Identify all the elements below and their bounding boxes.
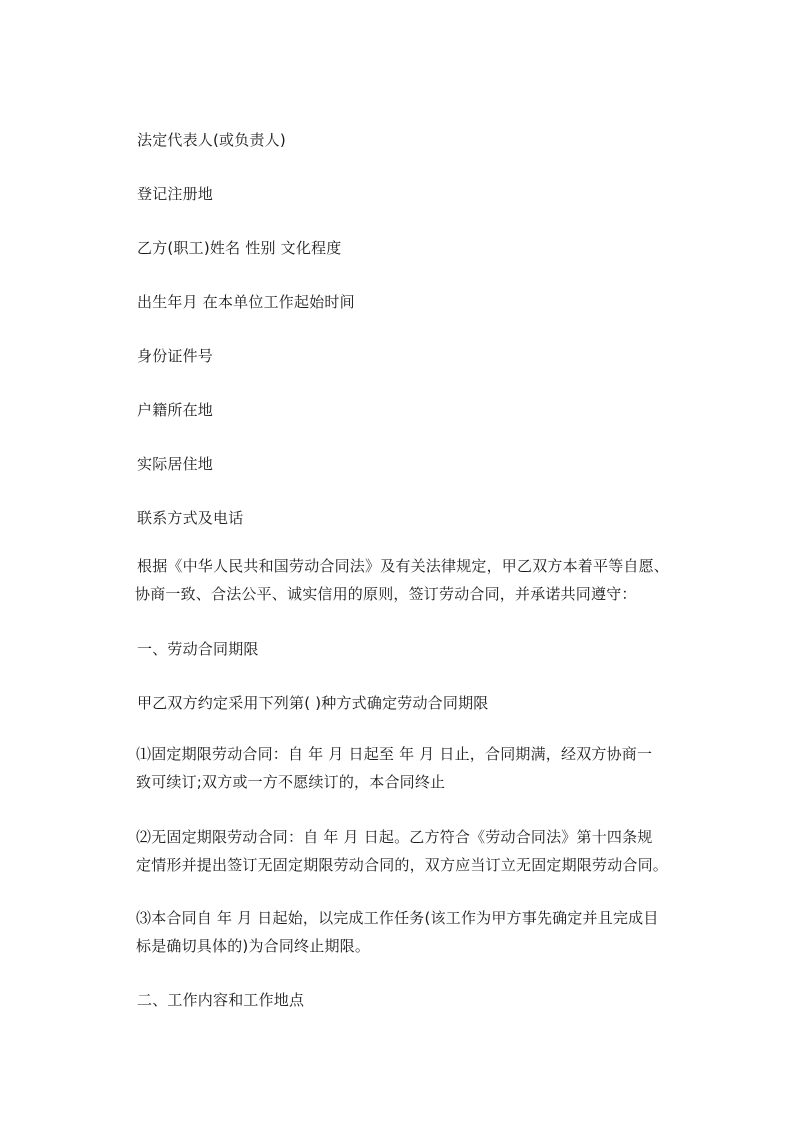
field-legal-representative: 法定代表人(或负责人) (137, 131, 286, 149)
section-1-item-2 (136, 823, 681, 879)
item-1-line-2: 致可续订;双方或一方不愿续订的，本合同终止 (136, 773, 446, 791)
field-hukou: 户籍所在地 (137, 401, 214, 419)
item-2-line-2: 定情形并提出签订无固定期限劳动合同的，双方应当订立无固定期限劳动合同。 (136, 856, 669, 874)
section-1-heading: 一、劳动合同期限 (137, 640, 259, 658)
section-1-item-1 (136, 740, 681, 796)
field-registered-address: 登记注册地 (137, 185, 214, 203)
preamble-line-2: 协商一致、合法公平、诚实信用的原则，签订劳动合同，并承诺共同遵守： (135, 585, 637, 603)
preamble-paragraph (136, 552, 681, 608)
item-1-line-1: ⑴固定期限劳动合同：自 年 月 日起至 年 月 日止，合同期满，经双方协商一 (136, 745, 653, 763)
section-2-heading: 二、工作内容和工作地点 (137, 991, 305, 1009)
field-id-number: 身份证件号 (137, 347, 214, 365)
field-birth-and-start-date: 出生年月 在本单位工作起始时间 (137, 293, 355, 311)
section-1-intro: 甲乙双方约定采用下列第( )种方式确定劳动合同期限 (137, 694, 489, 712)
item-2-line-1: ⑵无固定期限劳动合同：自 年 月 日起。乙方符合《劳动合同法》第十四条规 (136, 828, 653, 846)
item-3-line-2: 标是确切具体的)为合同终止期限。 (136, 937, 371, 955)
field-party-b-info: 乙方(职工)姓名 性别 文化程度 (137, 239, 342, 257)
preamble-line-1: 根据《中华人民共和国劳动合同法》及有关法律规定，甲乙双方本着平等自愿、 (137, 557, 670, 575)
item-3-line-1: ⑶本合同自 年 月 日起始，以完成工作任务(该工作为甲方事先确定并且完成目 (136, 909, 659, 927)
field-residence: 实际居住地 (137, 455, 214, 473)
section-1-item-3 (136, 904, 681, 960)
field-contact: 联系方式及电话 (137, 509, 244, 527)
